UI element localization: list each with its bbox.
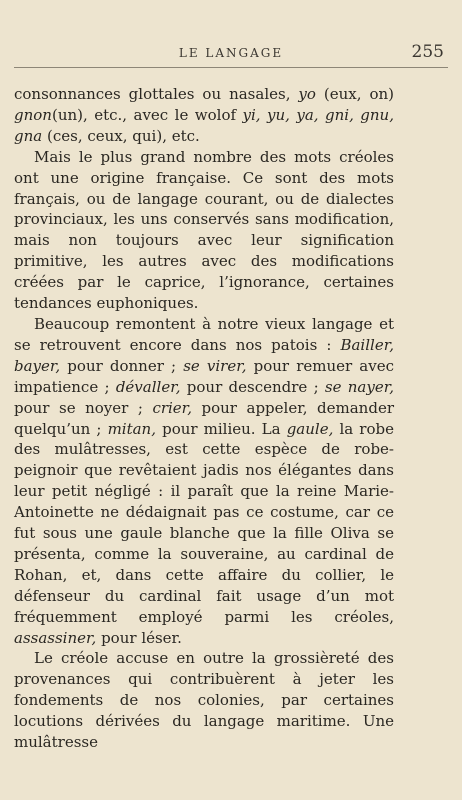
italic-term: gnon (14, 105, 52, 124)
italic-term: gaule, (286, 419, 334, 438)
running-head-title: LE LANGAGE (178, 46, 284, 60)
page-number: 255 (411, 42, 444, 62)
italic-term: se nayer, (324, 377, 395, 396)
paragraph (14, 147, 394, 314)
text-run: pour milieu. La (155, 419, 287, 438)
paragraph (14, 84, 394, 147)
text-run: pour descendre ; (180, 377, 325, 396)
text-run: Mais le plus grand nombre des mots créoles ont une origine française. Ce sont des mots français, ou de langage courant, ou de dialectes provinciaux, les uns conservés sans modification, mais non toujours avec leur signification primitive, les autres avec des modifications créées par le caprice, l’ignorance, certaines tendances euphoniques. (14, 147, 394, 313)
text-run: pour remuer avec impatience ; (14, 356, 394, 396)
italic-term: se virer, (183, 356, 247, 375)
paragraph (14, 314, 394, 649)
italic-term: dévaller, (115, 377, 181, 396)
text-run: pour léser. (96, 628, 182, 647)
paragraph (14, 648, 394, 753)
text-run: pour appeler, demander quelqu’un ; (14, 398, 394, 438)
text-run: la robe des mulâtresses, est cette espèce de robe-peignoir que revêtaient jadis nos élégantes dans leur petit négligé : il paraît que la reine Marie-Antoinette ne dédaignait pas ce costume, car ce fut sous une gaule blanche que la fille Oliva se présenta, comme la souveraine, au cardinal de Rohan, et, dans cette affaire du collier, le défenseur du cardinal fait usage d’un mot fréquemment employé parmi les créoles, (14, 419, 394, 626)
italic-term: yi, yu, ya, gni, gnu, gna (14, 105, 394, 145)
text-run: pour donner ; (60, 356, 184, 375)
running-head (14, 42, 448, 64)
text-run: Beaucoup remontent à notre vieux langage et se retrouvent encore dans nos patois : (14, 314, 394, 354)
text-run: (un), etc., avec le wolof (51, 105, 243, 124)
italic-term: yo (298, 85, 316, 103)
text-run: consonnances glottales ou nasales, (14, 85, 299, 103)
italic-term: Bailler, bayer, (14, 335, 394, 375)
italic-term: crier, (152, 398, 192, 417)
italic-term: mitan, (107, 419, 156, 438)
text-run: pour se noyer ; (14, 398, 153, 417)
text-run: Le créole accuse en outre la grossièreté des provenances qui contribuèrent à jeter les fondements de nos colonies, par certaines locutions dérivées du langage maritime. Une mulâtresse (14, 649, 394, 752)
body-text (14, 84, 394, 753)
text-run: (eux, on) (315, 85, 395, 103)
text-run: (ces, ceux, qui), etc. (42, 126, 200, 145)
header-rule (14, 67, 448, 68)
italic-term: assassiner, (14, 628, 97, 647)
